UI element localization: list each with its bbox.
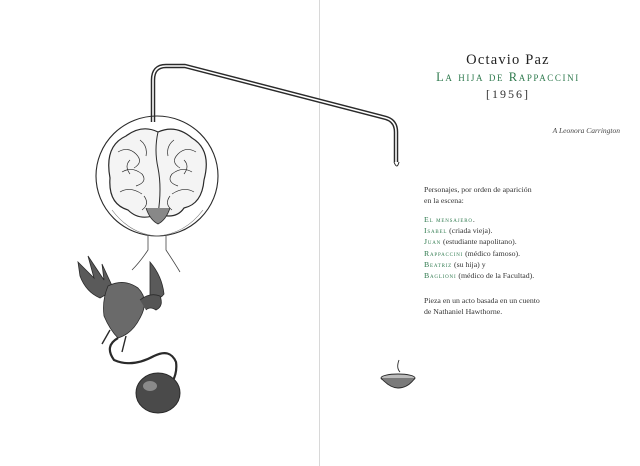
cast-item <box>424 236 614 247</box>
author-name: Octavio Paz <box>466 52 550 68</box>
character-name: Isabel <box>424 226 448 236</box>
brain-icon <box>109 129 207 224</box>
character-name: Juan <box>424 237 442 247</box>
cast-item <box>424 270 614 281</box>
character-name: El mensajero <box>424 215 473 224</box>
character-name: Rappaccini <box>424 248 464 258</box>
character-desc: (criada vieja). <box>447 226 493 236</box>
character-name: Baglioni <box>424 271 457 281</box>
character-desc: (su hija) y <box>452 259 486 269</box>
note-line: de Nathaniel Hawthorne. <box>424 307 503 317</box>
character-desc: . <box>472 215 475 224</box>
character-name: Beatriz <box>424 259 453 269</box>
dragon-illustration <box>78 256 176 388</box>
character-desc: (médico de la Facultad). <box>456 271 535 281</box>
character-desc: (médico famoso). <box>463 248 521 258</box>
cast-item <box>424 259 614 270</box>
dish-icon <box>381 360 415 388</box>
cast-item <box>424 214 614 225</box>
publication-year: [1956] <box>486 87 530 101</box>
dedication: A Leonora Carrington <box>552 126 620 135</box>
cast-item <box>424 248 614 259</box>
intro-line: Personajes, por orden de aparición <box>424 185 532 194</box>
work-title: La hija de Rappaccini <box>436 70 580 84</box>
source-note <box>424 295 614 317</box>
characters-intro <box>424 184 614 206</box>
stone-bowl <box>136 373 180 413</box>
cast-item <box>424 225 614 236</box>
note-line: Pieza en un acto basada en un cuento <box>424 296 540 305</box>
cast-list <box>424 214 614 281</box>
character-desc: (estudiante napolitano). <box>441 237 517 247</box>
intro-line: en la escena: <box>424 196 464 206</box>
